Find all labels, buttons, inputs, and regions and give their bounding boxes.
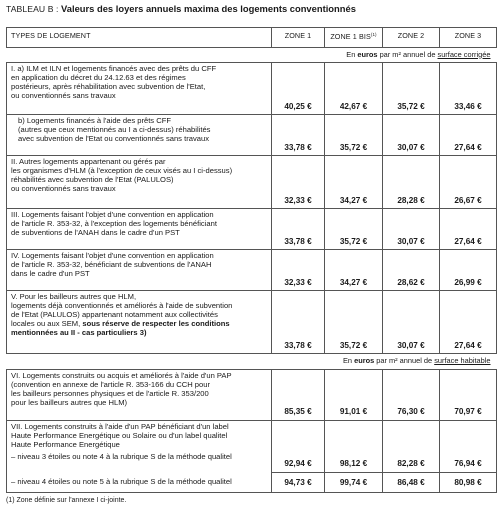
value-zone1: 33,78 € — [272, 115, 325, 156]
value-zone1: 33,78 € — [272, 291, 325, 354]
value-zone1bis: 35,72 € — [325, 209, 383, 250]
desc-line: en application du décret du 24.12.63 et des régimes — [11, 73, 186, 83]
value-zone2: 30,07 € — [383, 115, 440, 156]
desc-line: III. Logements faisant l'objet d'une convention en application — [11, 210, 214, 220]
value-zone3: 76,94 € — [440, 421, 497, 473]
rent-table — [6, 27, 497, 493]
value-zone3: 80,98 € — [440, 473, 497, 493]
desc-line-part: locales ou aux SEM, — [11, 319, 83, 329]
desc-line: (autres que ceux mentionnés au I a ci-dessus) réhabilités — [18, 125, 211, 135]
desc-line: pour les bailleurs autres que HLM) — [11, 397, 128, 407]
header-types: TYPES DE LOGEMENT — [7, 28, 272, 47]
row-description — [7, 291, 272, 354]
value-zone1bis: 98,12 € — [325, 421, 383, 473]
value-zone3: 70,97 € — [440, 370, 497, 421]
value-zone2: 28,28 € — [383, 156, 440, 209]
value-zone3: 33,46 € — [440, 63, 497, 115]
table-row — [7, 421, 497, 473]
desc-line: IV. Logements faisant l'objet d'une convention en application — [11, 251, 214, 261]
table-row — [7, 291, 497, 354]
desc-line: I. a) ILM et ILN et logements financés avec des prêts du CFF — [11, 64, 217, 74]
unit-mid: par m² annuel de — [374, 356, 435, 366]
unit-row-habitable — [7, 354, 497, 370]
desc-line: II. Autres logements appartenant ou gérés par — [11, 157, 166, 167]
desc-line: Haute Performance Energétique — [11, 440, 120, 449]
value-zone1bis: 34,27 € — [325, 156, 383, 209]
value-zone3: 27,64 € — [440, 115, 497, 156]
row-description — [7, 115, 272, 156]
value-zone1bis: 99,74 € — [325, 473, 383, 493]
header-zone1: ZONE 1 — [272, 28, 325, 47]
unit-euros: euros — [357, 49, 378, 59]
table-title-prefix: TABLEAU B : — [6, 4, 62, 14]
header-zone1bis-note: (1) — [370, 32, 377, 38]
unit-euros: euros — [354, 356, 375, 366]
value-zone1: 92,94 € — [272, 421, 325, 473]
unit-text-habitable — [7, 354, 497, 370]
row-description — [7, 421, 272, 473]
value-zone1bis: 42,67 € — [325, 63, 383, 115]
desc-line: logements déjà conventionnés et améliorés à l'aide de subvention — [11, 301, 233, 311]
desc-line: dans le cadre d'un PST — [11, 269, 90, 279]
header-zone2: ZONE 2 — [383, 28, 440, 47]
row-description — [7, 156, 272, 209]
desc-line: les organismes d'HLM (à l'exception de ceux visés au I ci-dessus) — [11, 166, 233, 176]
value-zone2: 28,62 € — [383, 250, 440, 291]
value-zone2: 35,72 € — [383, 63, 440, 115]
value-zone2: 30,07 € — [383, 291, 440, 354]
desc-line: V. Pour les bailleurs autres que HLM, — [11, 292, 137, 302]
value-zone2: 30,07 € — [383, 209, 440, 250]
unit-surface: surface corrigée — [437, 49, 491, 59]
unit-surface: surface habitable — [434, 356, 491, 366]
header-zone1bis — [325, 28, 383, 47]
desc-line-bold: sous réserve de respecter les conditions — [82, 319, 230, 329]
row-description — [7, 370, 272, 421]
table-row — [7, 115, 497, 156]
desc-line: – niveau 4 étoiles ou note 5 à la rubrique S de la méthode qualitel — [11, 476, 232, 486]
desc-line: ou conventionnés sans travaux — [11, 91, 116, 101]
table-row — [7, 156, 497, 209]
desc-line: de l'article R. 353-32, à l'exception des logements bénéficiant — [11, 219, 217, 229]
unit-row-corrigee — [7, 47, 497, 63]
footnote: (1) Zone définie sur l'annexe I ci-jointe. — [6, 497, 127, 505]
desc-line: ou conventionnés sans travaux — [11, 184, 116, 194]
table-row — [7, 370, 497, 421]
value-zone1: 85,35 € — [272, 370, 325, 421]
value-zone1bis: 34,27 € — [325, 250, 383, 291]
table-title-text: Valeurs des loyers annuels maxima des logements conventionnés — [61, 3, 356, 14]
value-zone2: 86,48 € — [383, 473, 440, 493]
unit-pre: En — [346, 49, 358, 59]
value-zone2: 82,28 € — [383, 421, 440, 473]
row-description — [7, 473, 272, 493]
value-zone2: 76,30 € — [383, 370, 440, 421]
unit-pre: En — [342, 356, 355, 366]
row-description — [7, 209, 272, 250]
desc-line: de l'article R. 353-32, bénéficiant de subventions de l'ANAH — [11, 260, 212, 270]
value-zone3: 27,64 € — [440, 291, 497, 354]
header-zone3: ZONE 3 — [440, 28, 497, 47]
table-row — [7, 473, 497, 493]
desc-line: VI. Logements construits ou acquis et améliorés à l'aide d'un PAP — [11, 371, 232, 381]
header-zone1bis-label: ZONE 1 BIS — [330, 32, 371, 42]
value-zone1: 32,33 € — [272, 250, 325, 291]
value-zone1: 32,33 € — [272, 156, 325, 209]
unit-mid: par m² annuel de — [377, 49, 438, 59]
desc-line: Haute Performance Energétique ou Solaire ou d'un label qualitel — [11, 431, 228, 441]
table-title — [6, 3, 496, 14]
value-zone3: 26,67 € — [440, 156, 497, 209]
value-zone3: 26,99 € — [440, 250, 497, 291]
desc-line: b) Logements financés à l'aide des prêts CFF — [18, 116, 171, 126]
table-row — [7, 209, 497, 250]
table-row — [7, 63, 497, 115]
desc-line: avec subvention de l'Etat ou conventionnés sans travaux — [18, 134, 209, 144]
value-zone1bis: 35,72 € — [325, 291, 383, 354]
desc-line: mentionnées au II - cas particuliers 3) — [11, 328, 147, 338]
header-row — [7, 28, 497, 47]
desc-line: de subventions de l'ANAH dans le cadre d'un PST — [11, 228, 180, 238]
row-description — [7, 63, 272, 115]
value-zone1bis: 35,72 € — [325, 115, 383, 156]
desc-line: postérieurs, après réhabilitation avec subvention de l'Etat, — [11, 82, 206, 92]
value-zone1bis: 91,01 € — [325, 370, 383, 421]
unit-text-corrigee — [7, 47, 497, 63]
value-zone1: 40,25 € — [272, 63, 325, 115]
desc-line: VII. Logements construits à l'aide d'un PAP bénéficiant d'un label — [11, 422, 229, 432]
table-row — [7, 250, 497, 291]
desc-line: de l'Etat (PALULOS) appartenant notamment aux collectivités — [11, 310, 218, 320]
value-zone3: 27,64 € — [440, 209, 497, 250]
desc-line: réhabilités avec subvention de l'Etat (PALULOS) — [11, 175, 174, 185]
row-description — [7, 250, 272, 291]
value-zone1: 33,78 € — [272, 209, 325, 250]
desc-line: les bailleurs personnes physiques et de l'article R. 353/200 — [11, 389, 209, 398]
desc-line: – niveau 3 étoiles ou note 4 à la rubrique S de la méthode qualitel — [11, 451, 232, 461]
desc-line: (convention en annexe de l'article R. 353-166 du CCH pour — [11, 380, 211, 390]
value-zone1: 94,73 € — [272, 473, 325, 493]
